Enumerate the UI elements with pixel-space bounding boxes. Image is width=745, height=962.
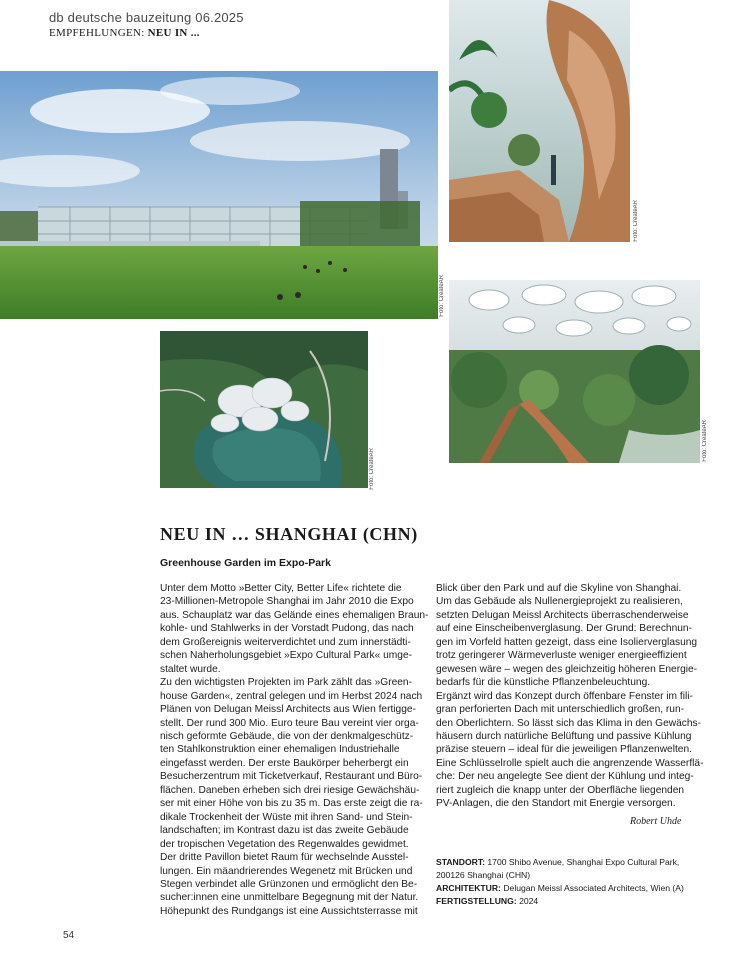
section-name: NEU IN ... (147, 27, 200, 39)
photo-credit-1: Foto: CreateAR (439, 275, 445, 317)
article-title: NEU IN … SHANGHAI (CHN) (160, 524, 418, 544)
text-line: eingefasst werden. Der erste Baukörper beherbergt ein (160, 757, 409, 769)
photo-park-exterior (0, 71, 438, 319)
text-line: Höhepunkt des Rundgangs ist eine Aussichtsterrasse mit (160, 905, 418, 917)
text-line: Unter dem Motto »Better City, Better Life« richtete die (160, 583, 402, 594)
text-line: gen im Vorfeld hatten gezeigt, dass eine Isolierverglasung (436, 636, 698, 648)
text-line: den Oberlichtern. So lässt sich das Klima in den Gewächs- (436, 717, 701, 729)
article-column-2 (436, 582, 703, 811)
photo-aerial-view (160, 331, 368, 488)
text-line: landschaften; im Kontrast dazu ist das zweite Gebäude (160, 825, 409, 837)
text-line: Blick über den Park und auf die Skyline von Shanghai. (436, 583, 682, 594)
text-line: Der dritte Pavillon bietet Raum für wechselnde Ausstel- (160, 852, 409, 864)
text-line: Besucherzentrum mit Ticketverkauf, Restaurant und Büro- (160, 771, 423, 783)
fact-architektur-label: ARCHITEKTUR: (436, 883, 501, 893)
fact-standort-label: STANDORT: (436, 857, 486, 867)
text-line: riert zugleich die knapp unter der Oberfläche liegenden (436, 784, 685, 796)
text-line: kohle- und Stahlwerks in der Vorstadt Pudong, das nach (160, 623, 414, 635)
text-line: der tropischen Vegetation des Regenwaldes gewidmet. (160, 838, 409, 850)
text-line: Ergänzt wird das Konzept durch öffenbare Fenster im fili- (436, 690, 693, 702)
text-line: gewesen wäre – wegen des gleichzeitig höheren Energie- (436, 663, 698, 675)
text-line: house Garden«, zentral gelegen und im Herbst 2024 nach (160, 690, 423, 702)
text-line: PV-Anlagen, die den Standort mit Energie versorgen. (436, 798, 676, 810)
fact-architektur-value: Delugan Meissl Associated Architects, Wien (A) (503, 883, 684, 893)
text-line: ser mit einer Höhe von bis zu 35 m. Das erste zeigt die ra- (160, 798, 423, 810)
text-line: bedarfs für die künstliche Pflanzenbeleuchtung. (436, 677, 651, 689)
text-line: che: Der neu angelegte See dient der Kühlung und integ- (436, 771, 694, 783)
fact-architektur (436, 882, 684, 895)
text-line: sucher:innen eine unmittelbare Begegnung mit der Natur. (160, 892, 419, 904)
fact-standort-value: 1700 Shibo Avenue, Shanghai Expo Cultural Park, (487, 857, 680, 867)
text-line: nisch geformte Gebäude, die von der denkmalgeschütz- (160, 730, 414, 742)
text-line: 23-Millionen-Metropole Shanghai im Jahr 2010 die Expo (160, 596, 414, 608)
article-column-1 (160, 582, 428, 918)
article-subtitle: Greenhouse Garden im Expo-Park (160, 557, 331, 569)
photo-desert-greenhouse (449, 0, 630, 242)
fact-fertigstellung-label: FERTIGSTELLUNG: (436, 896, 517, 906)
photo-credit-4: Foto: CreateAR (702, 420, 708, 462)
text-line: dikale Trockenheit der Wüste mit ihren Sand- und Stein- (160, 811, 413, 823)
text-line: ten Stahlkonstruktion einer ehemaligen Industriehalle (160, 744, 400, 756)
text-line: präzise steuern – ideal für die jeweiligen Pflanzenwelten. (436, 744, 692, 756)
text-line: Plänen von Delugan Meissl Architects aus Wien fertigge- (160, 704, 416, 716)
page-number: 54 (63, 930, 75, 941)
text-line: Zu den wichtigsten Projekten im Park zählt das »Green- (160, 677, 412, 689)
text-line: setzten Delugan Meissl Architects überraschenderweise (436, 609, 689, 621)
text-line: lungen. Ein mäandrierendes Wegenetz mit Brücken und (160, 865, 413, 877)
project-facts (436, 856, 684, 908)
text-line: Eine Schlüsselrolle spielt auch die angrenzende Wasserflä- (436, 757, 704, 769)
text-line: auf eine Einscheibenverglasung. Der Grund: Berechnun- (436, 623, 692, 635)
fact-fertigstellung (436, 895, 684, 908)
article-author: Robert Uhde (630, 816, 682, 827)
fact-fertigstellung-value: 2024 (519, 896, 539, 906)
photo-credit-3: Foto: CreateAR (369, 448, 375, 490)
text-line: trotz geringerer Wärmeverluste weniger energieeffizient (436, 650, 687, 662)
text-line: häusern durch natürliche Belüftung und passive Kühlung (436, 730, 692, 742)
photo-tropical-greenhouse (449, 280, 700, 463)
text-line: aus. Schauplatz war das Gelände eines ehemaligen Braun- (160, 609, 429, 621)
fact-standort (436, 856, 684, 869)
text-line: gran perforierten Dach mit unterschiedlich großen, run- (436, 704, 685, 716)
fact-standort-line2: 200126 Shanghai (CHN) (436, 870, 531, 880)
text-line: staltet wurde. (160, 663, 221, 675)
section-prefix: EMPFEHLUNGEN: (49, 27, 145, 39)
text-line: flächen. Daneben erheben sich drei riesige Gewächshäu- (160, 784, 420, 796)
section-header (49, 27, 200, 39)
text-line: dem Großereignis weiterverdichtet und zum innerstädti- (160, 636, 411, 648)
magazine-header: db deutsche bauzeitung 06.2025 (49, 10, 244, 25)
photo-credit-2: Foto: CreateAR (633, 200, 639, 242)
text-line: Stegen verbindet alle Grünzonen und ermöglicht den Be- (160, 878, 418, 890)
text-line: Um das Gebäude als Nullenergieprojekt zu realisieren, (436, 596, 683, 608)
text-line: stellt. Der rund 300 Mio. Euro teure Bau vereint vier orga- (160, 717, 419, 729)
text-line: schen Naherholungsgebiet »Expo Cultural Park« umge- (160, 650, 413, 662)
